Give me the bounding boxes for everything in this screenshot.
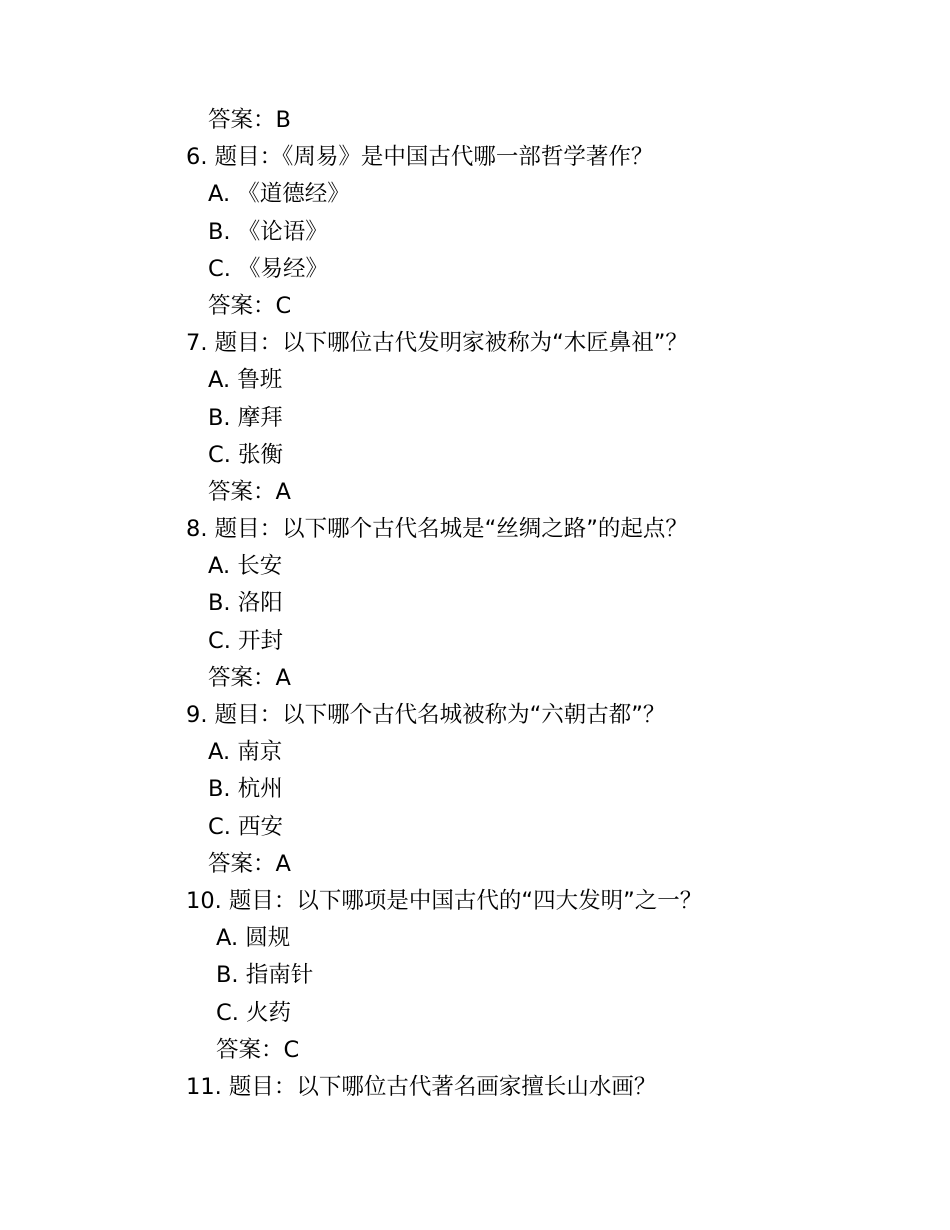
answer-line: 答案：A [208,664,291,691]
option-line: A. 圆规 [216,925,291,952]
option-line: C. 《易经》 [208,255,329,282]
answer-line: 答案：A [208,478,291,505]
option-line: A. 《道德经》 [208,181,350,208]
option-line: A. 鲁班 [208,367,283,394]
option-line: A. 长安 [208,553,283,580]
option-line: B. 指南针 [216,962,314,989]
option-line: A. 南京 [208,739,283,766]
quiz-content [186,102,886,1106]
question-line: 10. 题目：以下哪项是中国古代的“四大发明”之一？ [186,887,703,914]
option-line: C. 火药 [216,999,292,1026]
question-line: 11. 题目：以下哪位古代著名画家擅长山水画？ [186,1073,657,1100]
answer-line: 答案：B [208,107,291,133]
answer-line: 答案：A [208,850,291,877]
option-line: C. 西安 [208,813,284,840]
question-line: 6. 题目：《周易》是中国古代哪一部哲学著作？ [186,144,654,171]
option-line: B. 洛阳 [208,590,283,617]
question-line: 8. 题目：以下哪个古代名城是“丝绸之路”的起点？ [186,516,688,543]
option-line: C. 张衡 [208,441,284,468]
option-line: C. 开封 [208,627,284,654]
question-line: 7. 题目：以下哪位古代发明家被称为“木匠鼻祖”？ [186,330,688,357]
question-line: 9. 题目：以下哪个古代名城被称为“六朝古都”？ [186,702,666,728]
answer-line: 答案：C [216,1036,300,1063]
option-line: B. 摩拜 [208,404,283,431]
option-line: B. 《论语》 [208,218,328,245]
answer-line: 答案：C [208,292,292,319]
option-line: B. 杭州 [208,776,283,803]
